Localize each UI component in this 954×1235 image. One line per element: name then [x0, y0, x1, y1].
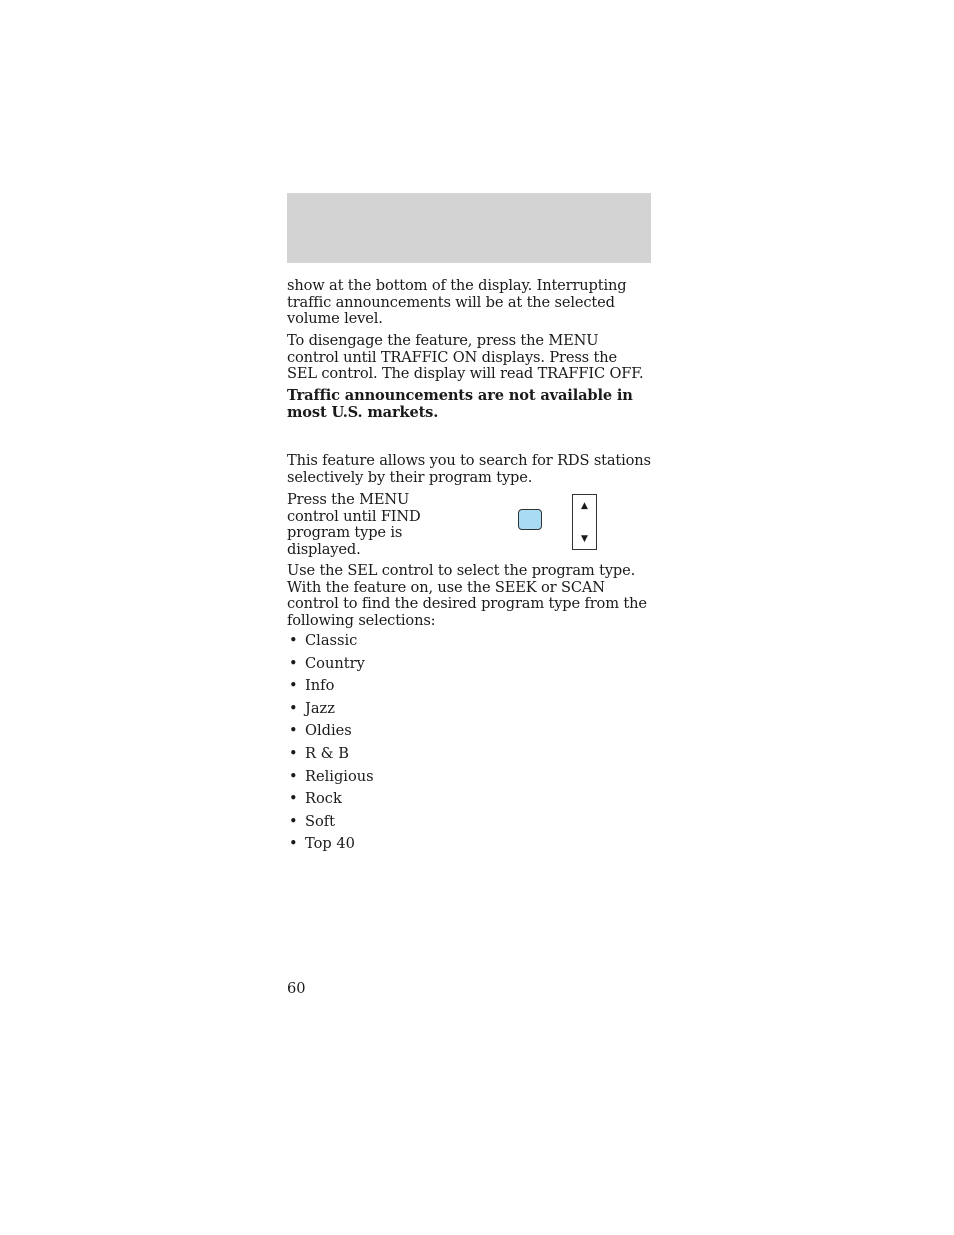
- bullet-icon: •: [289, 722, 298, 740]
- paragraph-disengage: [287, 333, 651, 383]
- list-item-label: Oldies: [305, 722, 352, 740]
- menu-button-icon: [518, 509, 542, 530]
- list-item: [287, 814, 587, 837]
- paragraph-text: To disengage the feature, press the MENU control until TRAFFIC ON displays. Press the SEL control. The display will read TRAFFIC OFF.: [287, 332, 644, 382]
- paragraph-feature-intro: [287, 453, 651, 486]
- list-item-label: Info: [305, 677, 335, 695]
- up-arrow-icon: ▲: [581, 501, 588, 511]
- bullet-icon: •: [289, 677, 298, 695]
- list-item-label: R & B: [305, 744, 349, 762]
- list-item: [287, 836, 587, 859]
- paragraph-text: Press the MENU control until FIND program type is displayed.: [287, 491, 421, 558]
- page-number: 60: [287, 980, 306, 997]
- list-item: [287, 633, 587, 656]
- list-item: [287, 701, 587, 724]
- list-item: [287, 678, 587, 701]
- paragraph-select-program: [287, 563, 651, 629]
- list-item: [287, 791, 587, 814]
- list-item-label: Jazz: [305, 699, 335, 717]
- down-arrow-icon: ▼: [581, 534, 588, 544]
- list-item-label: Top 40: [305, 835, 355, 853]
- list-item: [287, 769, 587, 792]
- bullet-icon: •: [289, 744, 298, 762]
- section-header-band: [287, 193, 651, 263]
- list-item: [287, 723, 587, 746]
- bullet-icon: •: [289, 812, 298, 830]
- bullet-icon: •: [289, 790, 298, 808]
- bullet-icon: •: [289, 632, 298, 649]
- bullet-icon: •: [289, 654, 298, 672]
- paragraph-press-menu: [287, 492, 427, 558]
- paragraph-text: This feature allows you to search for RDS stations selectively by their program type.: [287, 452, 651, 486]
- bullet-icon: •: [289, 835, 298, 853]
- paragraph-display-info: [287, 278, 651, 328]
- bullet-icon: •: [289, 699, 298, 717]
- paragraph-text: Traffic announcements are not available in most U.S. markets.: [287, 387, 633, 421]
- menu-control-illustration: [505, 494, 605, 550]
- list-item-label: Country: [305, 654, 365, 672]
- program-type-list: [287, 633, 587, 859]
- list-item: [287, 746, 587, 769]
- paragraph-text: Use the SEL control to select the program type. With the feature on, use the SEEK or SCAN control to find the desired program type from the following selections:: [287, 562, 647, 629]
- paragraph-text: show at the bottom of the display. Interrupting traffic announcements will be at the selected volume level.: [287, 277, 627, 327]
- list-item-label: Soft: [305, 812, 336, 830]
- list-item-label: Religious: [305, 767, 374, 785]
- list-item-label: Classic: [305, 632, 358, 649]
- bullet-icon: •: [289, 767, 298, 785]
- paragraph-availability-note: [287, 388, 651, 421]
- list-item: [287, 656, 587, 679]
- list-item-label: Rock: [305, 790, 342, 808]
- rocker-switch-icon: [572, 494, 597, 550]
